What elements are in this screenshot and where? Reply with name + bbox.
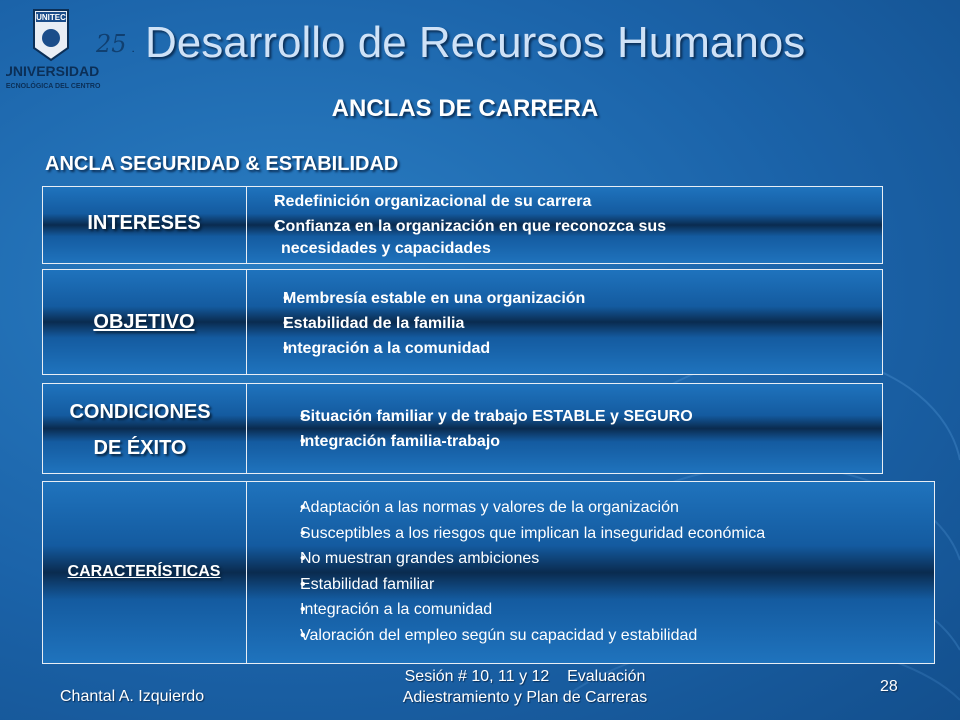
- logo-university-sub: TECNOLÓGICA DEL CENTRO: [6, 83, 101, 90]
- page-subtitle: ANCLAS DE CARRERA: [331, 95, 599, 122]
- intereses-item: • Redefinición organizacional de su carrera: [257, 189, 666, 214]
- footer-author: Chantal A. Izquierdo: [60, 688, 205, 705]
- caracteristicas-item: • Valoración del empleo según su capacidad y estabilidad: [257, 623, 765, 649]
- caracteristicas-item: • Integración a la comunidad: [257, 597, 765, 623]
- anchor-title: ANCLA SEGURIDAD & ESTABILIDAD: [45, 153, 399, 175]
- intereses-item: • Confianza en la organización en que reconozca sus: [257, 214, 666, 239]
- intereses-label: INTERESES: [87, 212, 201, 234]
- caracteristicas-item: • Susceptibles a los riesgos que implican la inseguridad económica: [257, 521, 765, 547]
- logo-text: UNITEC: [36, 13, 66, 22]
- caracteristicas-list: [257, 495, 765, 648]
- university-logo: [6, 4, 134, 94]
- objetivo-item: • Integración a la comunidad: [257, 336, 585, 361]
- objetivo-item: • Membresía estable en una organización: [257, 286, 585, 311]
- intereses-list: [257, 189, 666, 239]
- objetivo-item: • Estabilidad de la familia: [257, 311, 585, 336]
- footer-session: [370, 666, 680, 708]
- page-title: Desarrollo de Recursos Humanos: [145, 18, 806, 67]
- condiciones-item: • Situación familiar y de trabajo ESTABLE y SEGURO: [257, 404, 693, 429]
- page-number: 28: [880, 678, 898, 695]
- condiciones-label-line2: DE ÉXITO: [93, 437, 187, 459]
- intereses-item-continuation: necesidades y capacidades: [281, 240, 491, 257]
- condiciones-item: • Integración familia-trabajo: [257, 429, 693, 454]
- logo-university: UNIVERSIDAD: [6, 63, 100, 79]
- objetivo-list: [257, 286, 585, 361]
- condiciones-list: [257, 404, 693, 454]
- objetivo-label: OBJETIVO: [93, 311, 195, 333]
- condiciones-label: [42, 394, 238, 466]
- caracteristicas-label: CARACTERÍSTICAS: [67, 563, 221, 580]
- caracteristicas-item: • No muestran grandes ambiciones: [257, 546, 765, 572]
- condiciones-label-line1: CONDICIONES: [69, 401, 211, 423]
- footer-session-line2: Adiestramiento y Plan de Carreras: [402, 689, 648, 706]
- caracteristicas-item: • Adaptación a las normas y valores de la organización: [257, 495, 765, 521]
- caracteristicas-item: • Estabilidad familiar: [257, 572, 765, 598]
- anniversary-mark: 25: [96, 30, 127, 58]
- footer-session-line1: Sesión # 10, 11 y 12 Evaluación: [404, 668, 646, 685]
